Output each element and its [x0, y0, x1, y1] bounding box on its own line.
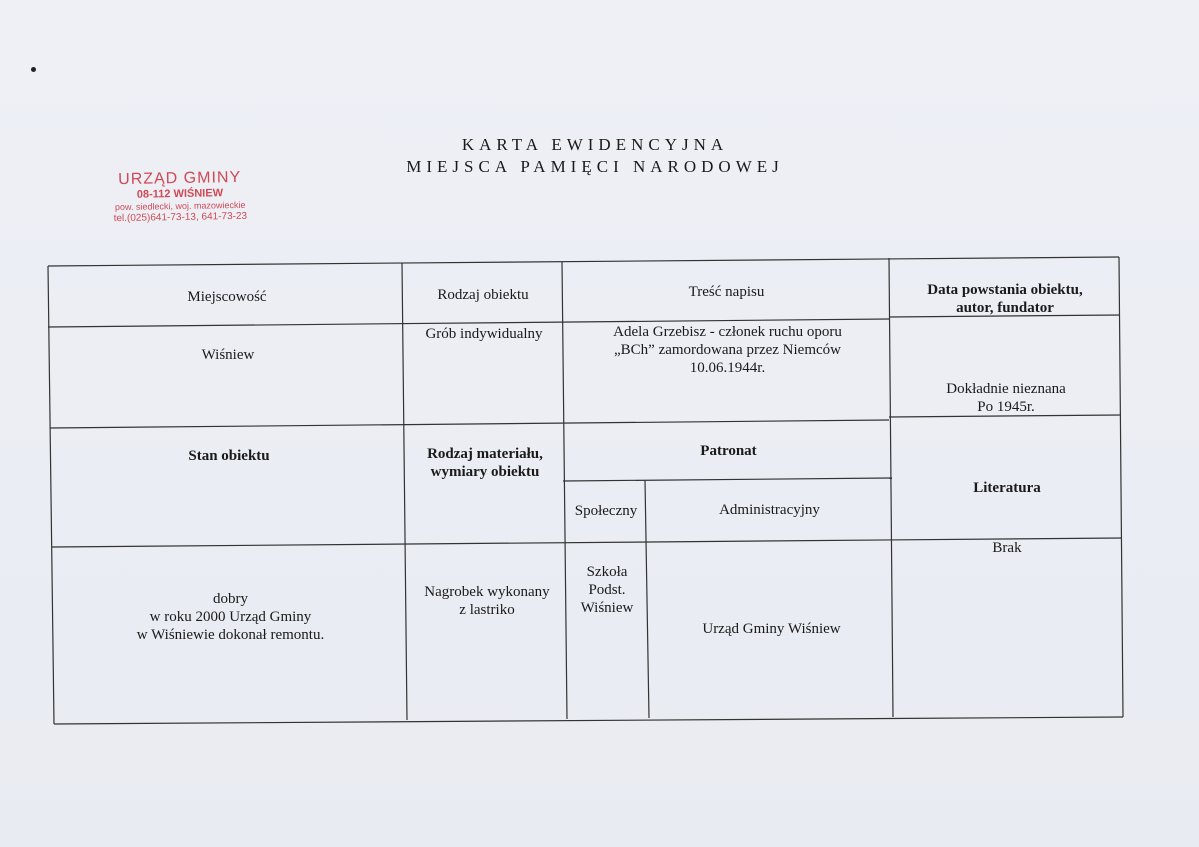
header-rodzaj-materialu: [406, 445, 564, 481]
cell-literatura: Brak: [992, 540, 1022, 556]
header-material-line-2: wymiary obiektu: [430, 464, 540, 480]
cell-spoleczny: [567, 563, 647, 617]
header-material-line-1: Rodzaj materiału,: [427, 446, 543, 462]
header-rodzaj-obiektu: Rodzaj obiektu: [437, 287, 529, 303]
header-tresc-napisu: Treść napisu: [688, 284, 765, 300]
data-line-1: Dokładnie nieznana: [946, 381, 1066, 397]
stamp-line-1: URZĄD GMINY: [118, 168, 242, 189]
stamp-line-2: 08-112 WIŚNIEW: [136, 187, 224, 201]
header-administracyjny: Administracyjny: [719, 502, 820, 518]
tresc-line-2: „BCh” zamordowana przez Niemców: [614, 342, 841, 358]
cell-tresc-napisu: [566, 323, 889, 377]
data-line-2: Po 1945r.: [977, 399, 1035, 415]
stan-line-1: dobry: [213, 591, 248, 607]
title-line-1: KARTA EWIDENCYJNA: [461, 135, 729, 154]
spoleczny-line-1: Szkoła: [586, 564, 628, 580]
cell-data-powstania: [891, 380, 1121, 416]
cell-administracyjny: Urząd Gminy Wiśniew: [702, 621, 841, 637]
stan-line-3: w Wiśniewie dokonał remontu.: [136, 627, 325, 643]
cell-rodzaj-materialu: [408, 583, 566, 619]
header-spoleczny: Społeczny: [574, 503, 638, 519]
stamp-line-3: pow. siedlecki, woj. mazowieckie: [114, 199, 246, 213]
cell-miejscowosc: Wiśniew: [201, 347, 255, 363]
title-line-2: MIEJSCA PAMIĘCI NARODOWEJ: [406, 157, 784, 176]
tresc-line-3: 10.06.1944r.: [689, 360, 766, 376]
header-data-line-1: Data powstania obiektu,: [927, 282, 1083, 298]
stamp-line-4: tel.(025)641-73-13, 641-73-23: [113, 210, 248, 225]
material-line-1: Nagrobek wykonany: [424, 584, 550, 600]
tresc-line-1: Adela Grzebisz - członek ruchu oporu: [613, 324, 842, 340]
cell-rodzaj-obiektu: Grób indywidualny: [425, 326, 543, 342]
spoleczny-line-2: Podst.: [588, 582, 626, 598]
header-patronat: Patronat: [700, 443, 757, 459]
header-data-powstania: [891, 281, 1119, 317]
header-stan-obiektu: Stan obiektu: [188, 448, 270, 464]
header-miejscowosc: Miejscowość: [187, 289, 267, 305]
spoleczny-line-3: Wiśniew: [580, 600, 634, 616]
stan-line-2: w roku 2000 Urząd Gminy: [149, 609, 312, 625]
header-literatura: Literatura: [973, 480, 1041, 496]
material-line-2: z lastriko: [459, 602, 515, 618]
cell-stan-obiektu: [55, 590, 406, 644]
header-data-line-2: autor, fundator: [956, 300, 1054, 316]
